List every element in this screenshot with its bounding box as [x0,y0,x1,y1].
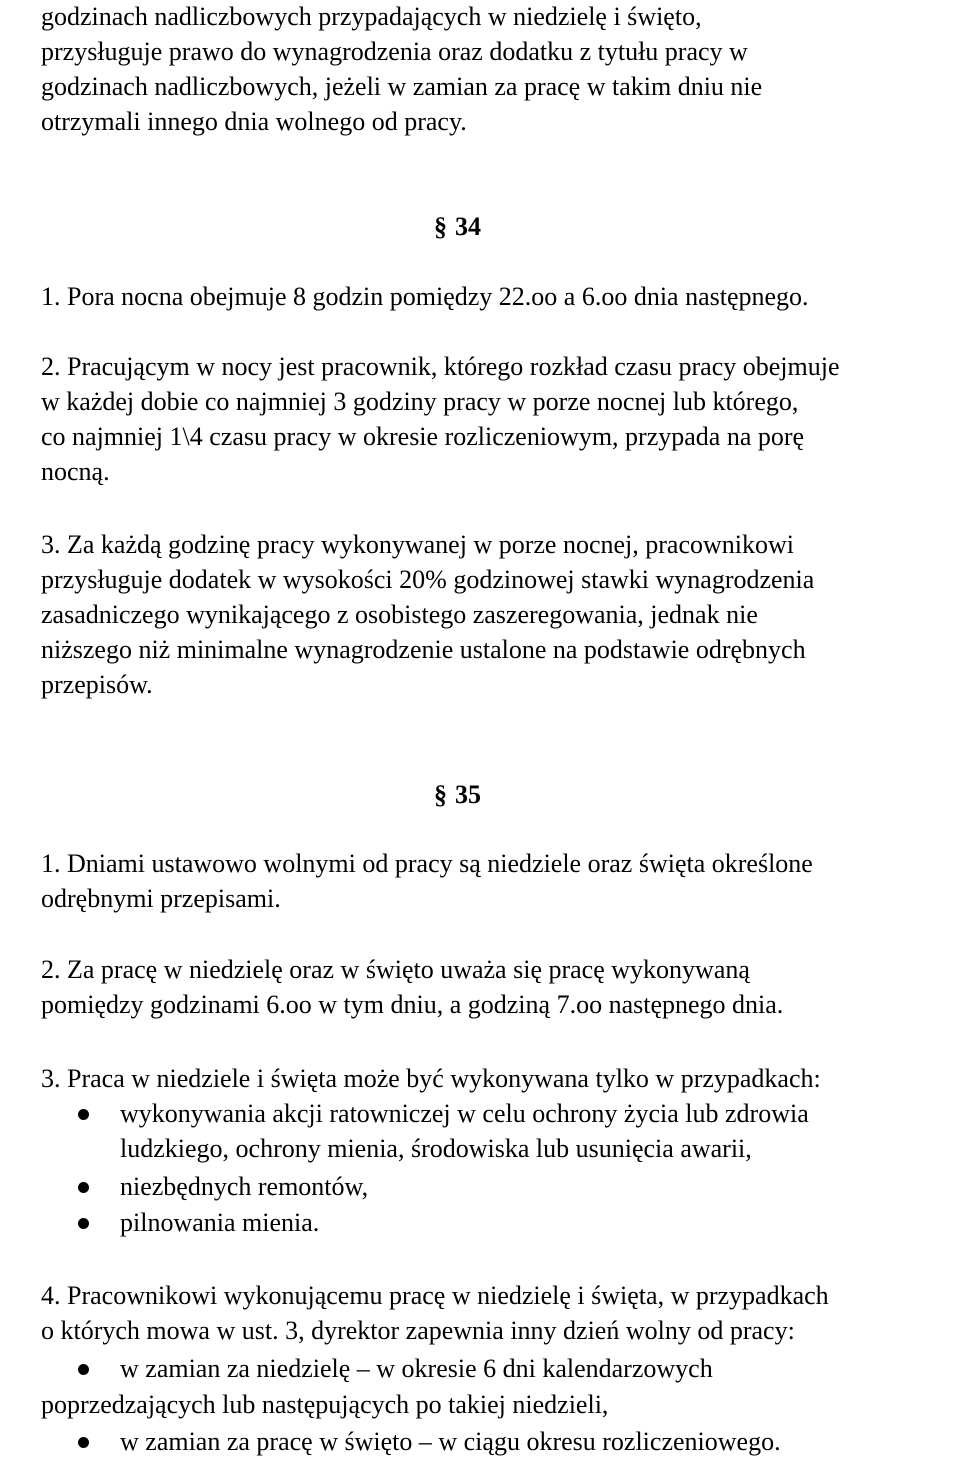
section-35-item-3-intro: 3. Praca w niedziele i święta może być wykonywana tylko w przypadkach: [41,1064,821,1093]
list-item-text: w zamian za pracę w święto – w ciągu okresu rozliczeniowego. [120,1427,781,1456]
section-34-heading [434,212,481,242]
section-34-item-3-line: zasadniczego wynikającego z osobistego zaszeregowania, jednak nie [41,600,758,629]
intro-line: przysługuje prawo do wynagrodzenia oraz dodatku z tytułu pracy w [41,37,748,66]
section-35-item-4-line: o których mowa w ust. 3, dyrektor zapewnia inny dzień wolny od pracy: [41,1316,795,1345]
list-item-text: pilnowania mienia. [120,1208,320,1237]
list-item-continuation: ludzkiego, ochrony mienia, środowiska lub usunięcia awarii, [120,1134,752,1163]
section-35-heading [434,780,481,810]
section-34-item-2-line: 2. Pracującym w nocy jest pracownik, którego rozkład czasu pracy obejmuje [41,352,840,381]
list-item-text: niezbędnych remontów, [120,1172,369,1201]
intro-line: godzinach nadliczbowych, jeżeli w zamian za pracę w takim dniu nie [41,72,763,101]
bullet-icon [78,1437,89,1448]
section-symbol: § [434,212,447,241]
section-34-item-1: 1. Pora nocna obejmuje 8 godzin pomiędzy 22.oo a 6.oo dnia następnego. [41,282,809,311]
section-34-item-3-line: 3. Za każdą godzinę pracy wykonywanej w porze nocnej, pracownikowi [41,530,794,559]
intro-line: godzinach nadliczbowych przypadających w niedzielę i święto, [41,2,702,31]
list-item-continuation: poprzedzających lub następujących po takiej niedzieli, [41,1390,609,1419]
section-35-item-2-line: 2. Za pracę w niedzielę oraz w święto uważa się pracę wykonywaną [41,955,750,984]
section-35-item-2-line: pomiędzy godzinami 6.oo w tym dniu, a godziną 7.oo następnego dnia. [41,990,784,1019]
section-34-item-3-line: niższego niż minimalne wynagrodzenie ustalone na podstawie odrębnych [41,635,806,664]
section-symbol: § [434,780,447,809]
list-item-text: wykonywania akcji ratowniczej w celu ochrony życia lub zdrowia [120,1099,809,1128]
list-item-text: w zamian za niedzielę – w okresie 6 dni kalendarzowych [120,1354,713,1383]
section-35-item-1-line: 1. Dniami ustawowo wolnymi od pracy są niedziele oraz święta określone [41,849,813,878]
bullet-icon [78,1182,89,1193]
section-35-item-1-line: odrębnymi przepisami. [41,884,281,913]
section-34-item-2-line: w każdej dobie co najmniej 3 godziny pracy w porze nocnej lub którego, [41,387,799,416]
section-34-item-3-line: przysługuje dodatek w wysokości 20% godzinowej stawki wynagrodzenia [41,565,815,594]
section-34-item-3-line: przepisów. [41,670,153,699]
section-number: 35 [455,780,481,809]
section-34-item-2-line: nocną. [41,457,110,486]
section-35-item-4-line: 4. Pracownikowi wykonującemu pracę w niedzielę i święta, w przypadkach [41,1281,829,1310]
bullet-icon [78,1364,89,1375]
bullet-icon [78,1109,89,1120]
section-34-item-2-line: co najmniej 1\4 czasu pracy w okresie rozliczeniowym, przypada na porę [41,422,805,451]
section-number: 34 [455,212,481,241]
bullet-icon [78,1218,89,1229]
intro-line: otrzymali innego dnia wolnego od pracy. [41,107,467,136]
